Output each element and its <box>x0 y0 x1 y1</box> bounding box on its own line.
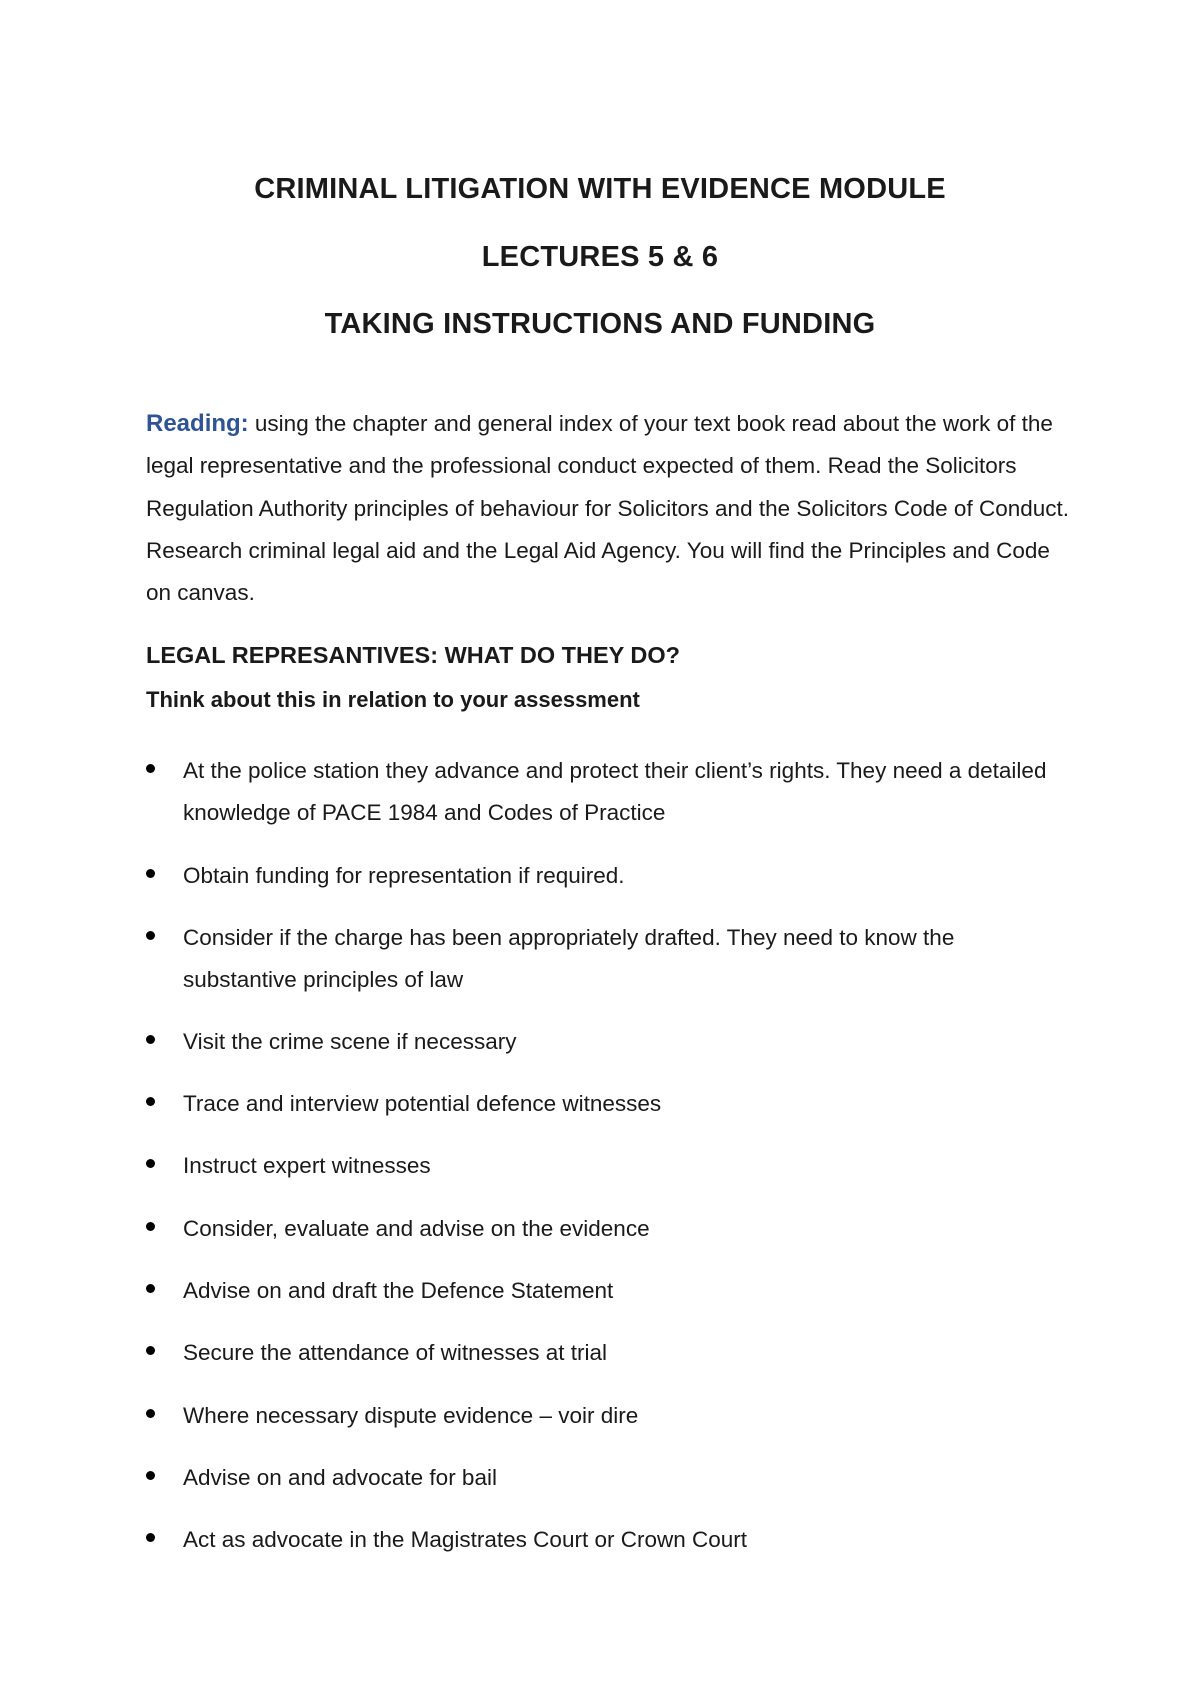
bullet-item <box>146 855 1066 897</box>
reading-paragraph <box>146 403 1076 614</box>
bullet-dot-icon <box>146 931 155 940</box>
bullet-dot-icon <box>146 1222 155 1231</box>
bullet-item <box>146 1021 1066 1063</box>
bullet-dot-icon <box>146 1346 155 1355</box>
reading-label: Reading: <box>146 410 249 437</box>
topic-title: TAKING INSTRUCTIONS AND FUNDING <box>324 308 876 340</box>
bullet-dot-icon <box>146 869 155 878</box>
lectures-title: LECTURES 5 & 6 <box>481 241 719 273</box>
bullet-item <box>146 1457 1066 1499</box>
bullet-dot-icon <box>146 1533 155 1542</box>
bullet-text: Instruct expert witnesses <box>183 1153 431 1178</box>
bullet-dot-icon <box>146 1097 155 1106</box>
bullet-item <box>146 917 1066 1002</box>
bullet-text: Secure the attendance of witnesses at trial <box>183 1340 607 1365</box>
bullet-text: Consider if the charge has been appropriately drafted. They need to know the substantive principles of law <box>183 925 955 993</box>
bullet-dot-icon <box>146 1471 155 1480</box>
bullet-item <box>146 1208 1066 1250</box>
bullet-dot-icon <box>146 1284 155 1293</box>
bullet-item <box>146 1083 1066 1125</box>
bullet-item <box>146 1332 1066 1374</box>
bullet-text: Visit the crime scene if necessary <box>183 1029 517 1054</box>
bullet-text: Obtain funding for representation if required. <box>183 863 625 888</box>
bullet-text: Where necessary dispute evidence – voir dire <box>183 1403 639 1428</box>
bullet-dot-icon <box>146 1409 155 1418</box>
bullet-item <box>146 750 1066 835</box>
bullet-text: Act as advocate in the Magistrates Court or Crown Court <box>183 1527 747 1552</box>
module-title: CRIMINAL LITIGATION WITH EVIDENCE MODULE <box>254 173 946 205</box>
bullet-text: Advise on and advocate for bail <box>183 1465 497 1490</box>
bullet-text: Consider, evaluate and advise on the evidence <box>183 1216 650 1241</box>
bullet-item <box>146 1519 1066 1561</box>
bullet-text: At the police station they advance and protect their client’s rights. They need a detailed knowledge of PACE 1984 and Codes of Practice <box>183 758 1047 826</box>
section-heading: LEGAL REPRESANTIVES: WHAT DO THEY DO? <box>146 642 681 668</box>
bullet-text: Trace and interview potential defence witnesses <box>183 1091 662 1116</box>
bullet-text: Advise on and draft the Defence Statement <box>183 1278 614 1303</box>
bullet-item <box>146 1270 1066 1312</box>
reading-text: using the chapter and general index of your text book read about the work of the legal representative and the professional conduct expected of them. Read the Solicitors Regulation Authority principles of behaviour for Solicitors and the Solicitors Code of Conduct. Research criminal legal aid and the Legal Aid Agency. You will find the Principles and Code on canvas. <box>146 411 1070 606</box>
bullet-item <box>146 1395 1066 1437</box>
bullet-item <box>146 1145 1066 1187</box>
bullet-dot-icon <box>146 1159 155 1168</box>
bullet-dot-icon <box>146 1035 155 1044</box>
bullet-dot-icon <box>146 764 155 773</box>
section-subheading: Think about this in relation to your assessment <box>146 687 640 712</box>
